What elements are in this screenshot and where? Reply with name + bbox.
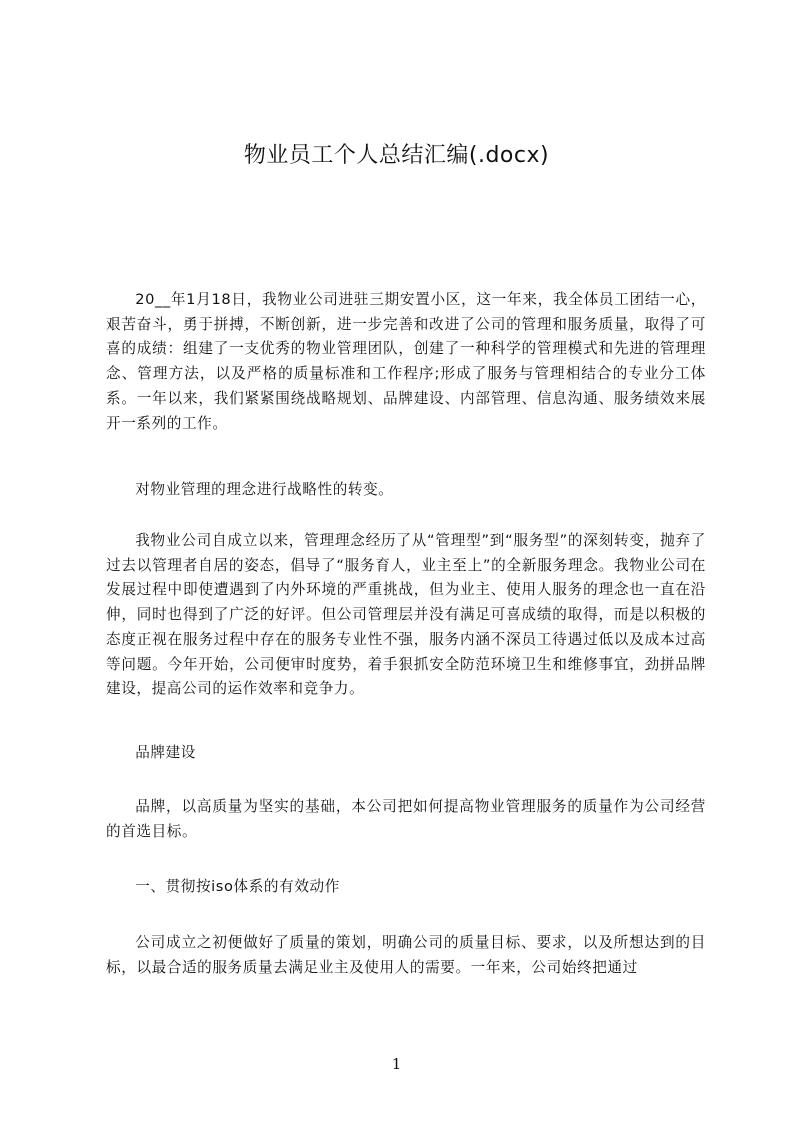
heading-brand-building: 品牌建设 [135, 744, 196, 761]
paragraph-iso-system: 公司成立之初便做好了质量的策划，明确公司的质量目标、要求，以及所想达到的目标，以最合适的服务质量去满足业主及使用人的需要。一年来，公司始终把通过 [106, 934, 706, 976]
paragraph-brand-building: 品牌，以高质量为坚实的基础，本公司把如何提高物业管理服务的质量作为公司经营的首选目标。 [106, 798, 706, 840]
paragraph-intro: 20__年1月18日，我物业公司进驻三期安置小区，这一年来，我全体员工团结一心，艰苦奋斗，勇于拼搏，不断创新，进一步完善和改进了公司的管理和服务质量，取得了可喜的成绩：组建了一支优秀的物业管理团队，创建了一种科学的管理模式和先进的管理理念、管理方法，以及严格的质量标准和工作程序;形成了服务与管理相结合的专业分工体系。一年以来，我们紧紧围绕战略规划、品牌建设、内部管理、信息沟通、服务绩效来展开一系列的工作。 [106, 291, 706, 432]
page-number: 1 [391, 1055, 402, 1073]
paragraph-management-concept: 我物业公司自成立以来，管理理念经历了从“管理型”到“服务型”的深刻转变，抛弃了过去以管理者自居的姿态，倡导了“服务育人，业主至上”的全新服务理念。我物业公司在发展过程中即使遭遇到了内外环境的严重挑战，但为业主、使用人服务的理念也一直在沿伸，同时也得到了广泛的好评。但公司管理层并没有满足可喜成绩的取得，而是以积极的态度正视在服务过程中存在的服务专业性不强，服务内涵不深员工待遇过低以及成本过高等问题。今年开始，公司便审时度势，着手狠抓安全防范环境卫生和维修事宜，劲拼品牌建设，提高公司的运作效率和竞争力。 [106, 532, 706, 698]
heading-management-concept: 对物业管理的理念进行战略性的转变。 [135, 481, 394, 498]
heading-iso-system: 一、贯彻按iso体系的有效动作 [135, 878, 340, 895]
document-title: 物业员工个人总结汇编(.docx) [243, 143, 550, 168]
